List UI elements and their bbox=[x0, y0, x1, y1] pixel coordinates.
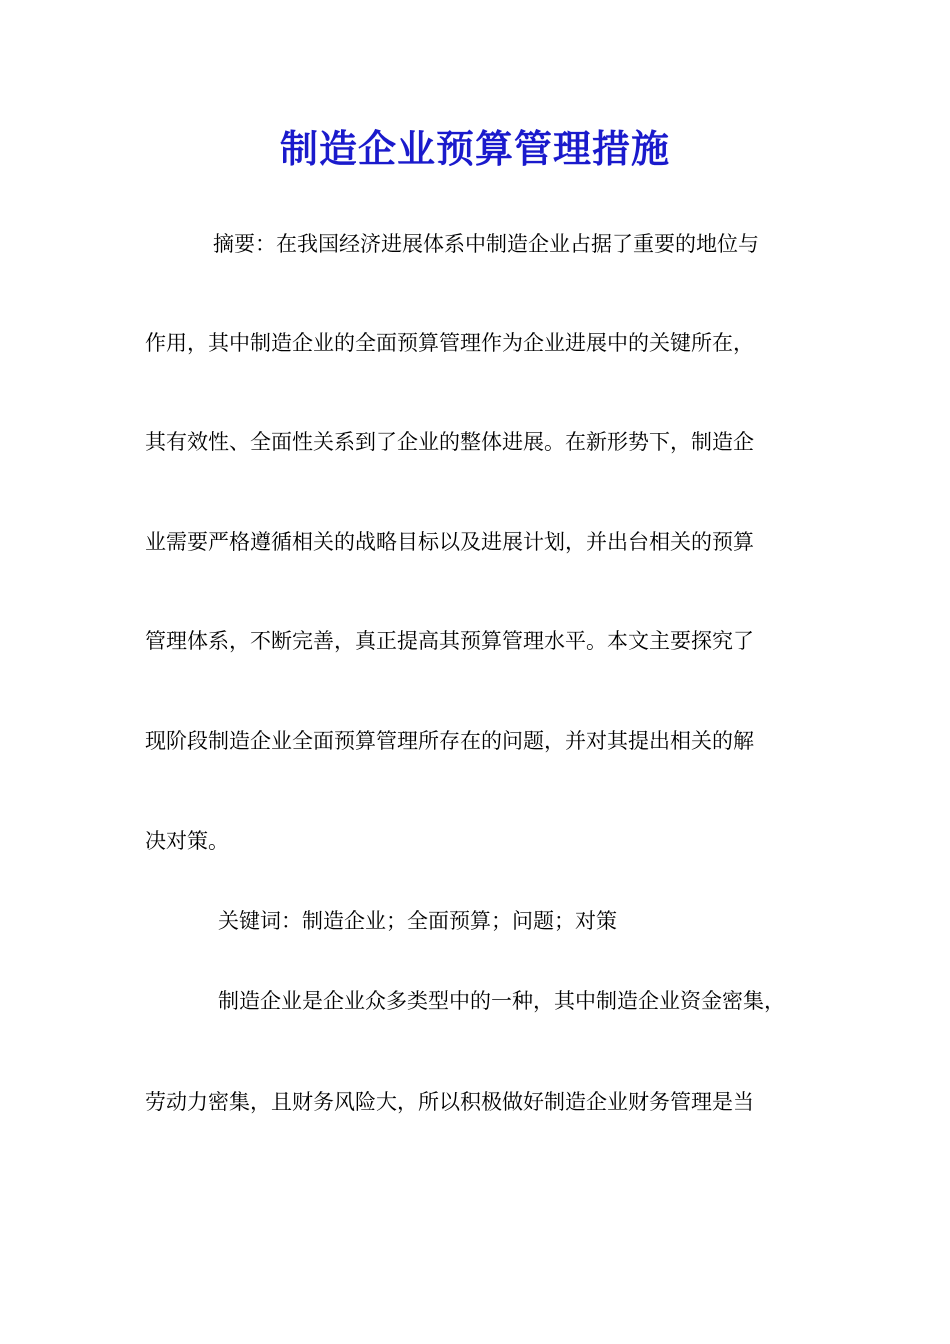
abstract-line-4: 业需要严格遵循相关的战略目标以及进展计划，并出台相关的预算 bbox=[145, 530, 754, 554]
body-line-2: 劳动力密集，且财务风险大，所以积极做好制造企业财务管理是当 bbox=[145, 1090, 754, 1114]
abstract-line-2: 作用，其中制造企业的全面预算管理作为企业进展中的关键所在， bbox=[145, 331, 754, 355]
document-title: 制造企业预算管理措施 bbox=[279, 126, 670, 171]
body-line-1: 制造企业是企业众多类型中的一种，其中制造企业资金密集， bbox=[218, 989, 785, 1013]
abstract-line-7: 决对策。 bbox=[145, 829, 229, 853]
abstract-line-3: 其有效性、全面性关系到了企业的整体进展。在新形势下，制造企 bbox=[145, 430, 754, 454]
abstract-line-6: 现阶段制造企业全面预算管理所存在的问题，并对其提出相关的解 bbox=[145, 729, 754, 753]
abstract-line-5: 管理体系，不断完善，真正提高其预算管理水平。本文主要探究了 bbox=[145, 629, 754, 653]
keywords-line: 关键词：制造企业；全面预算；问题；对策 bbox=[218, 909, 617, 933]
abstract-line-1: 摘要：在我国经济进展体系中制造企业占据了重要的地位与 bbox=[213, 232, 759, 256]
